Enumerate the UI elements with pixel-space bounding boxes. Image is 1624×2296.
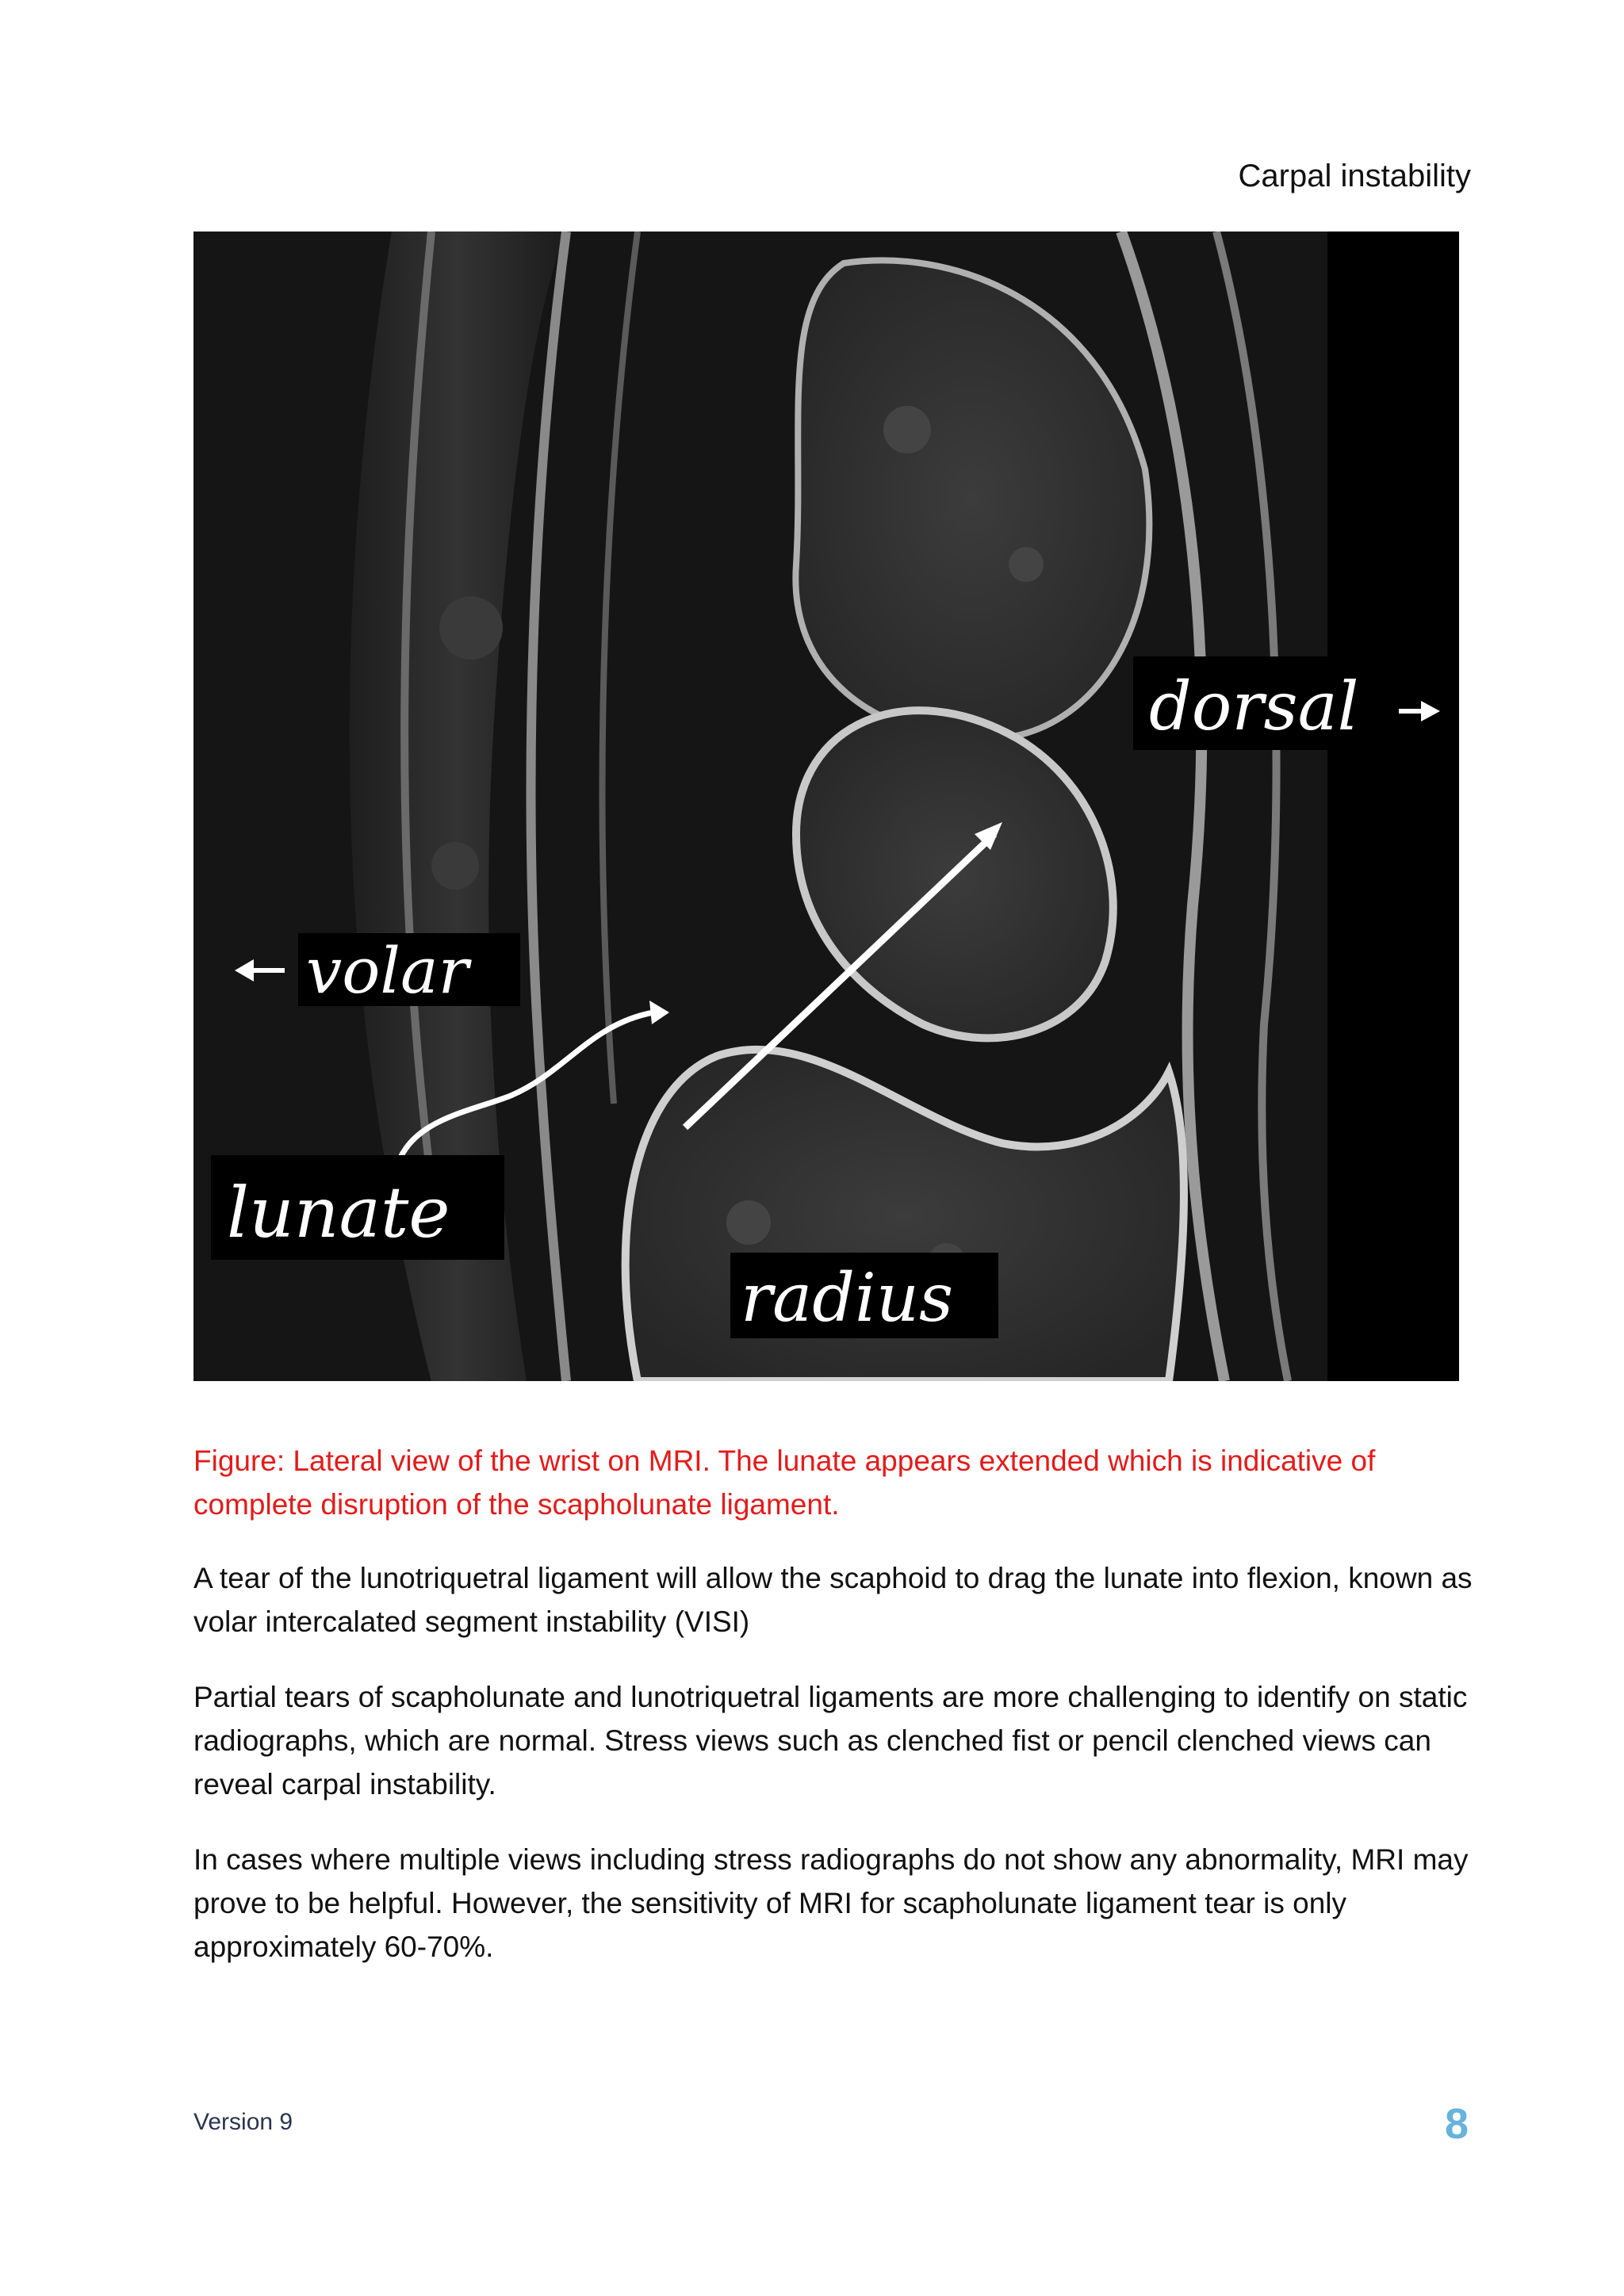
label-lunate <box>211 1155 504 1260</box>
svg-text:lunate: lunate <box>227 1172 450 1253</box>
label-radius <box>730 1253 998 1338</box>
page-header-title: Carpal instability <box>1238 159 1471 193</box>
page-number: 8 <box>1444 2100 1469 2148</box>
figure-caption: Figure: Lateral view of the wrist on MRI. The lunate appears extended which is indicative of complete disruption of the scapholunate ligament. <box>193 1445 1376 1521</box>
svg-text:radius: radius <box>741 1259 954 1337</box>
svg-text:dorsal: dorsal <box>1149 668 1359 745</box>
svg-text:volar: volar <box>306 934 469 1008</box>
label-dorsal <box>1133 656 1449 750</box>
paragraph-partial-tears: Partial tears of scapholunate and lunotriquetral ligaments are more challenging to identify on static radiographs, which are normal. Stress views such as clenched fist or pencil clenched views can reveal carpal instability. <box>193 1681 1468 1800</box>
paragraph-visi: A tear of the lunotriquetral ligament will allow the scaphoid to drag the lunate into flexion, known as volar intercalated segment instability (VISI) <box>193 1562 1473 1638</box>
mri-image <box>193 232 1459 1381</box>
paragraph-mri-sensitivity: In cases where multiple views including stress radiographs do not show any abnormality, MRI may prove to be helpful. However, the sensitivity of MRI for scapholunate ligament tear is only approximately 60-70%. <box>193 1843 1469 1963</box>
mri-figure <box>193 232 1459 1381</box>
footer-version: Version 9 <box>193 2109 293 2135</box>
